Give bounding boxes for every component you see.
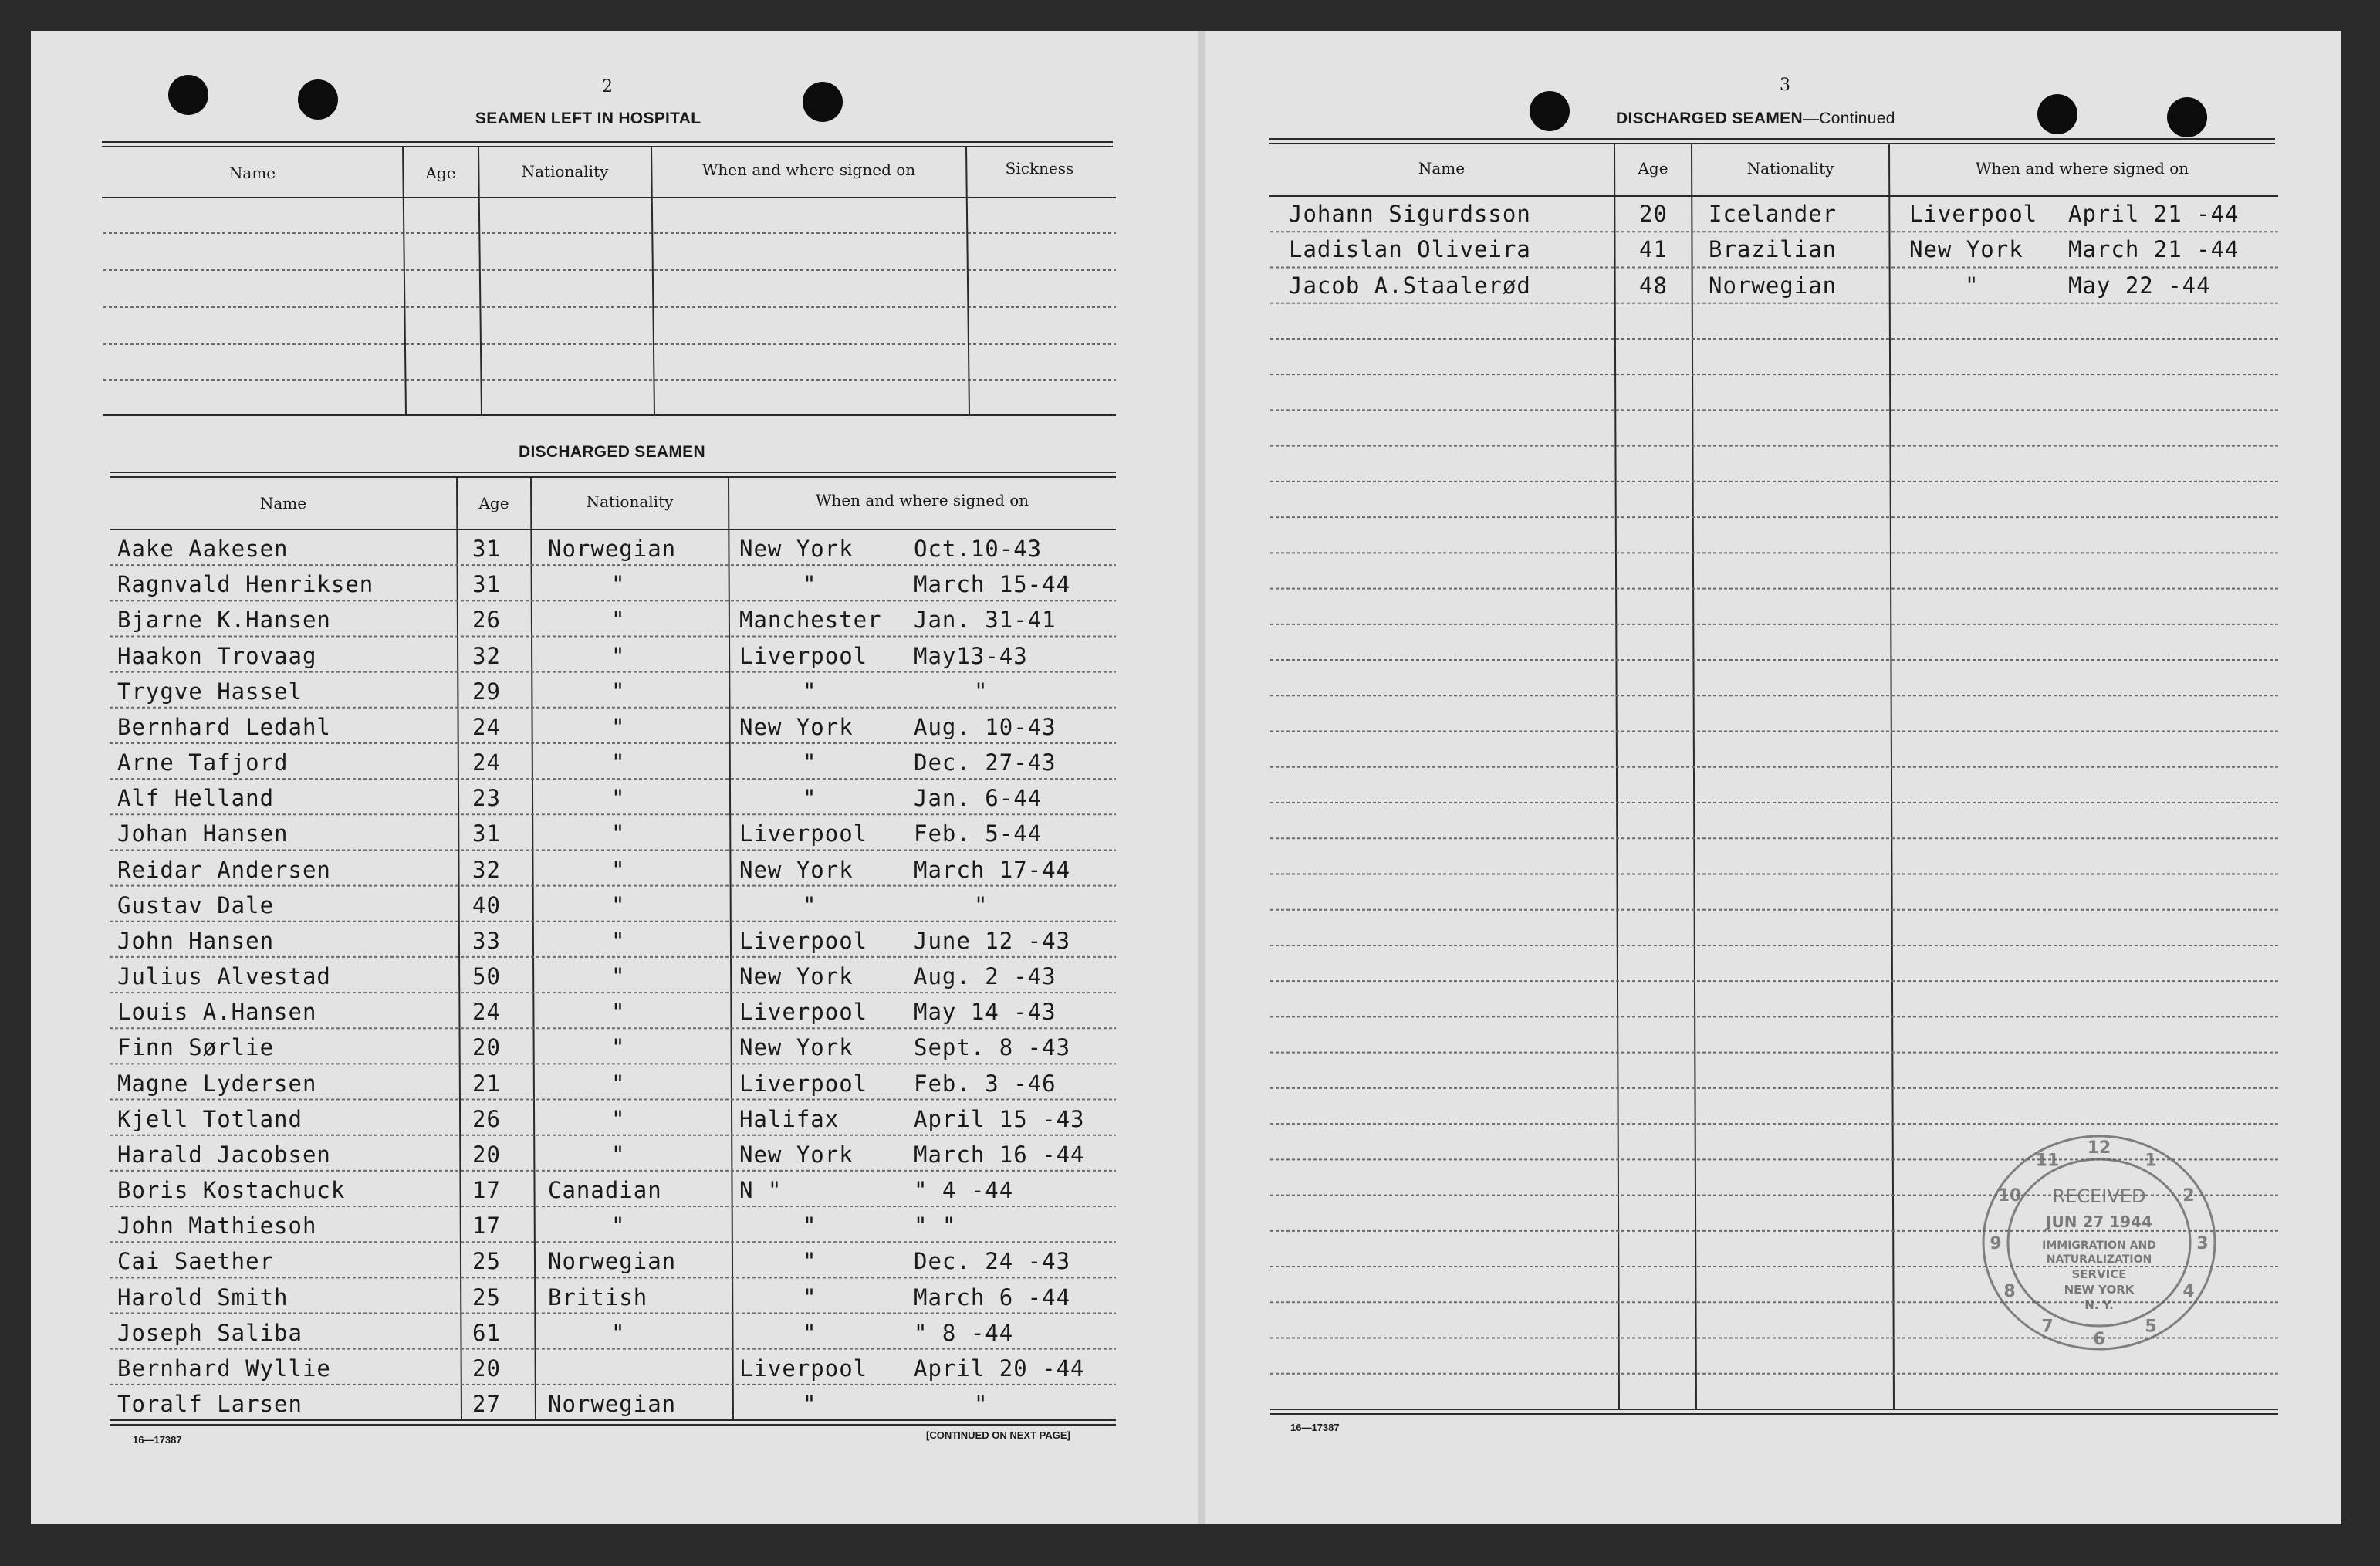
discharged-age: 27: [472, 1391, 501, 1417]
continued-section-title: [1616, 110, 1895, 128]
discharged-date: Jan. 31-41: [914, 607, 1056, 634]
discharged-nationality: ": [611, 1319, 626, 1346]
continued-name: Johann Sigurdsson: [1289, 201, 1531, 228]
discharged-date: Jan. 6-44: [914, 785, 1043, 812]
discharged-age: 23: [472, 785, 501, 812]
discharged-place: ": [803, 1391, 817, 1417]
discharged-place: Liverpool: [739, 1070, 868, 1097]
discharged-col-age: Age: [478, 494, 509, 512]
discharged-age: 20: [472, 1141, 501, 1168]
discharged-place: New York: [739, 1141, 854, 1168]
discharged-age: 61: [472, 1319, 501, 1346]
discharged-nationality: ": [611, 571, 626, 598]
stamp-state: N. Y.: [2084, 1298, 2114, 1312]
discharged-nationality: ": [611, 1034, 626, 1061]
discharged-age: 20: [472, 1034, 501, 1061]
discharged-name: Boris Kostachuck: [117, 1177, 346, 1204]
discharged-date: ": [974, 678, 989, 705]
stamp-ring-number: 6: [2093, 1330, 2105, 1349]
discharged-place: ": [803, 1284, 817, 1311]
discharged-place: ": [803, 1213, 817, 1240]
discharged-place: New York: [739, 856, 854, 883]
continued-date: March 21 -44: [2068, 236, 2240, 263]
stamp-ring-number: 11: [2035, 1151, 2060, 1171]
stamp-ring-number: 3: [2196, 1234, 2209, 1253]
discharged-place: New York: [739, 963, 854, 990]
stamp-ring-number: 10: [1997, 1186, 2022, 1206]
stamp-ring-number: 1: [2145, 1151, 2157, 1171]
discharged-nationality: ": [611, 891, 626, 918]
discharged-col-nationality: Nationality: [586, 492, 674, 511]
continued-age: 20: [1639, 201, 1668, 228]
discharged-name: Julius Alvestad: [117, 963, 331, 990]
hospital-col-age: Age: [425, 164, 456, 182]
continued-nationality: Brazilian: [1709, 236, 1837, 263]
discharged-name: John Mathiesoh: [117, 1213, 317, 1240]
discharged-name: Reidar Andersen: [117, 856, 331, 883]
discharged-age: 25: [472, 1248, 501, 1275]
discharged-age: 33: [472, 927, 501, 954]
discharged-age: 17: [472, 1177, 501, 1204]
discharged-nationality: ": [611, 999, 626, 1026]
discharged-date: " 4 -44: [914, 1177, 1014, 1204]
discharged-name: Joseph Saliba: [117, 1319, 303, 1346]
discharged-place: ": [803, 678, 817, 705]
discharged-col-name: Name: [259, 494, 307, 512]
discharged-age: 32: [472, 642, 501, 669]
discharged-nationality: ": [611, 642, 626, 669]
stamp-ring-number: 7: [2041, 1317, 2054, 1337]
discharged-name: Ragnvald Henriksen: [117, 571, 374, 598]
discharged-name: Haakon Trovaag: [117, 642, 317, 669]
stamp-ring-number: 12: [2087, 1138, 2111, 1158]
discharged-name: Louis A.Hansen: [117, 999, 317, 1026]
discharged-date: ": [974, 1391, 989, 1417]
discharged-name: Magne Lydersen: [117, 1070, 317, 1097]
discharged-date: April 20 -44: [914, 1355, 1085, 1382]
discharged-place: Liverpool: [739, 999, 868, 1026]
discharged-nationality: ": [611, 1070, 626, 1097]
discharged-name: Johan Hansen: [117, 820, 289, 847]
continued-name: Jacob A.Staalerød: [1289, 272, 1531, 299]
discharged-date: Aug. 2 -43: [914, 963, 1056, 990]
discharged-nationality: ": [611, 785, 626, 812]
stamp-ring-number: 2: [2182, 1186, 2195, 1206]
continued-age: 48: [1639, 272, 1668, 299]
discharged-date: June 12 -43: [914, 927, 1071, 954]
page-fold: [1198, 31, 1205, 1524]
punch-hole: [168, 75, 208, 115]
discharged-date: " ": [914, 1213, 957, 1240]
discharged-age: 31: [472, 820, 501, 847]
continued-col-name: Name: [1418, 159, 1466, 178]
page-number-left: 2: [602, 77, 613, 96]
discharged-place: ": [803, 891, 817, 918]
continued-age: 41: [1639, 236, 1668, 263]
discharged-nationality: ": [611, 749, 626, 776]
hospital-col-signed-on: When and where signed on: [701, 161, 916, 179]
discharged-place: Liverpool: [739, 642, 868, 669]
discharged-place: ": [803, 1319, 817, 1346]
continued-date: April 21 -44: [2068, 201, 2240, 228]
discharged-nationality: ": [611, 607, 626, 634]
form-number-right: 16—17387: [1290, 1422, 1340, 1433]
discharged-name: Aake Aakesen: [117, 536, 289, 563]
discharged-date: Dec. 27-43: [914, 749, 1056, 776]
discharged-age: 31: [472, 571, 501, 598]
discharged-age: 50: [472, 963, 501, 990]
discharged-nationality: ": [611, 963, 626, 990]
discharged-name: Bernhard Wyllie: [117, 1355, 331, 1382]
discharged-name: Trygve Hassel: [117, 678, 303, 705]
discharged-name: Harald Jacobsen: [117, 1141, 331, 1168]
discharged-date: March 15-44: [914, 571, 1071, 598]
discharged-date: Aug. 10-43: [914, 713, 1056, 740]
discharged-date: Dec. 24 -43: [914, 1248, 1071, 1275]
discharged-nationality: ": [611, 820, 626, 847]
continued-date: May 22 -44: [2068, 272, 2211, 299]
discharged-age: 25: [472, 1284, 501, 1311]
discharged-nationality: ": [611, 927, 626, 954]
discharged-date: ": [974, 891, 989, 918]
discharged-place: New York: [739, 713, 854, 740]
continued-nationality: Norwegian: [1709, 272, 1837, 299]
discharged-name: Toralf Larsen: [117, 1391, 303, 1417]
continued-col-signed-on: When and where signed on: [1975, 159, 2189, 178]
discharged-nationality: ": [611, 678, 626, 705]
hospital-col-name: Name: [228, 164, 276, 182]
discharged-age: 31: [472, 536, 501, 563]
discharged-name: Arne Tafjord: [117, 749, 289, 776]
discharged-age: 17: [472, 1213, 501, 1240]
discharged-place: New York: [739, 536, 854, 563]
discharged-date: Feb. 5-44: [914, 820, 1043, 847]
discharged-date: March 17-44: [914, 856, 1071, 883]
stamp-received: RECEIVED: [2052, 1185, 2146, 1207]
discharged-nationality: Norwegian: [548, 536, 677, 563]
discharged-nationality: British: [548, 1284, 648, 1311]
continued-col-age: Age: [1638, 159, 1668, 178]
form-number-left: 16—17387: [133, 1434, 182, 1446]
discharged-name: Harold Smith: [117, 1284, 289, 1311]
discharged-age: 24: [472, 749, 501, 776]
punch-hole: [2167, 97, 2207, 137]
punch-hole: [1530, 91, 1570, 131]
discharged-date: Oct.10-43: [914, 536, 1043, 563]
discharged-nationality: ": [611, 1141, 626, 1168]
hospital-col-sickness: Sickness: [1005, 159, 1074, 178]
stamp-agency-2: NATURALIZATION: [2046, 1253, 2152, 1266]
stamp-agency-3: SERVICE: [2071, 1267, 2127, 1281]
stamp-ring-number: 8: [2003, 1282, 2016, 1301]
discharged-name: Bjarne K.Hansen: [117, 607, 331, 634]
hospital-col-nationality: Nationality: [521, 162, 609, 181]
continued-col-nationality: Nationality: [1746, 159, 1834, 178]
discharged-place: ": [803, 1248, 817, 1275]
discharged-age: 26: [472, 1105, 501, 1132]
page-number-right: 3: [1780, 76, 1790, 95]
punch-hole: [803, 82, 843, 122]
discharged-section-title: DISCHARGED SEAMEN: [519, 443, 705, 461]
stamp-city: NEW YORK: [2064, 1283, 2135, 1297]
discharged-age: 24: [472, 999, 501, 1026]
discharged-place: N ": [739, 1177, 783, 1204]
discharged-date: March 16 -44: [914, 1141, 1085, 1168]
discharged-date: Sept. 8 -43: [914, 1034, 1071, 1061]
stamp-ring-number: 5: [2145, 1317, 2157, 1337]
discharged-date: May 14 -43: [914, 999, 1056, 1026]
discharged-age: 40: [472, 891, 501, 918]
discharged-nationality: Canadian: [548, 1177, 662, 1204]
discharged-place: Manchester: [739, 607, 882, 634]
punch-hole: [2037, 94, 2077, 134]
discharged-name: Gustav Dale: [117, 891, 275, 918]
discharged-place: Liverpool: [739, 820, 868, 847]
continued-nationality: Icelander: [1709, 201, 1837, 228]
discharged-place: Halifax: [739, 1105, 840, 1132]
discharged-nationality: ": [611, 1105, 626, 1132]
discharged-age: 21: [472, 1070, 501, 1097]
continued-place: New York: [1909, 236, 2023, 263]
discharged-name: Kjell Totland: [117, 1105, 303, 1132]
discharged-nationality: ": [611, 1213, 626, 1240]
discharged-place: New York: [739, 1034, 854, 1061]
discharged-nationality: Norwegian: [548, 1391, 677, 1417]
discharged-date: Feb. 3 -46: [914, 1070, 1056, 1097]
hospital-section-title: SEAMEN LEFT IN HOSPITAL: [475, 110, 701, 127]
discharged-col-signed-on: When and where signed on: [815, 491, 1029, 509]
discharged-name: Cai Saether: [117, 1248, 275, 1275]
discharged-date: April 15 -43: [914, 1105, 1085, 1132]
discharged-place: ": [803, 571, 817, 598]
discharged-name: John Hansen: [117, 927, 275, 954]
discharged-place: Liverpool: [739, 1355, 868, 1382]
discharged-age: 29: [472, 678, 501, 705]
discharged-place: ": [803, 785, 817, 812]
discharged-nationality: Norwegian: [548, 1248, 677, 1275]
continued-name: Ladislan Oliveira: [1289, 236, 1531, 263]
stamp-date: JUN 27 1944: [2046, 1213, 2152, 1231]
discharged-name: Finn Sørlie: [117, 1034, 275, 1061]
discharged-age: 20: [472, 1355, 501, 1382]
stamp-ring-number: 4: [2182, 1282, 2195, 1301]
discharged-nationality: ": [611, 856, 626, 883]
discharged-age: 26: [472, 607, 501, 634]
discharged-age: 32: [472, 856, 501, 883]
punch-hole: [298, 79, 338, 120]
discharged-place: Liverpool: [739, 927, 868, 954]
discharged-nationality: ": [611, 713, 626, 740]
discharged-name: Alf Helland: [117, 785, 275, 812]
discharged-age: 24: [472, 713, 501, 740]
discharged-date: " 8 -44: [914, 1319, 1014, 1346]
discharged-place: ": [803, 749, 817, 776]
continued-title-main: DISCHARGED SEAMEN: [1616, 110, 1803, 127]
discharged-date: May13-43: [914, 642, 1028, 669]
received-stamp: [1976, 1127, 2223, 1358]
stamp-agency-1: IMMIGRATION AND: [2042, 1240, 2156, 1252]
discharged-name: Bernhard Ledahl: [117, 713, 331, 740]
continued-place: ": [1965, 272, 1979, 299]
continued-place: Liverpool: [1909, 201, 2038, 228]
discharged-date: March 6 -44: [914, 1284, 1071, 1311]
stamp-ring-number: 9: [1990, 1234, 2002, 1253]
continued-title-suffix: —Continued: [1802, 110, 1895, 127]
continued-note: [CONTINUED ON NEXT PAGE]: [926, 1429, 1070, 1441]
